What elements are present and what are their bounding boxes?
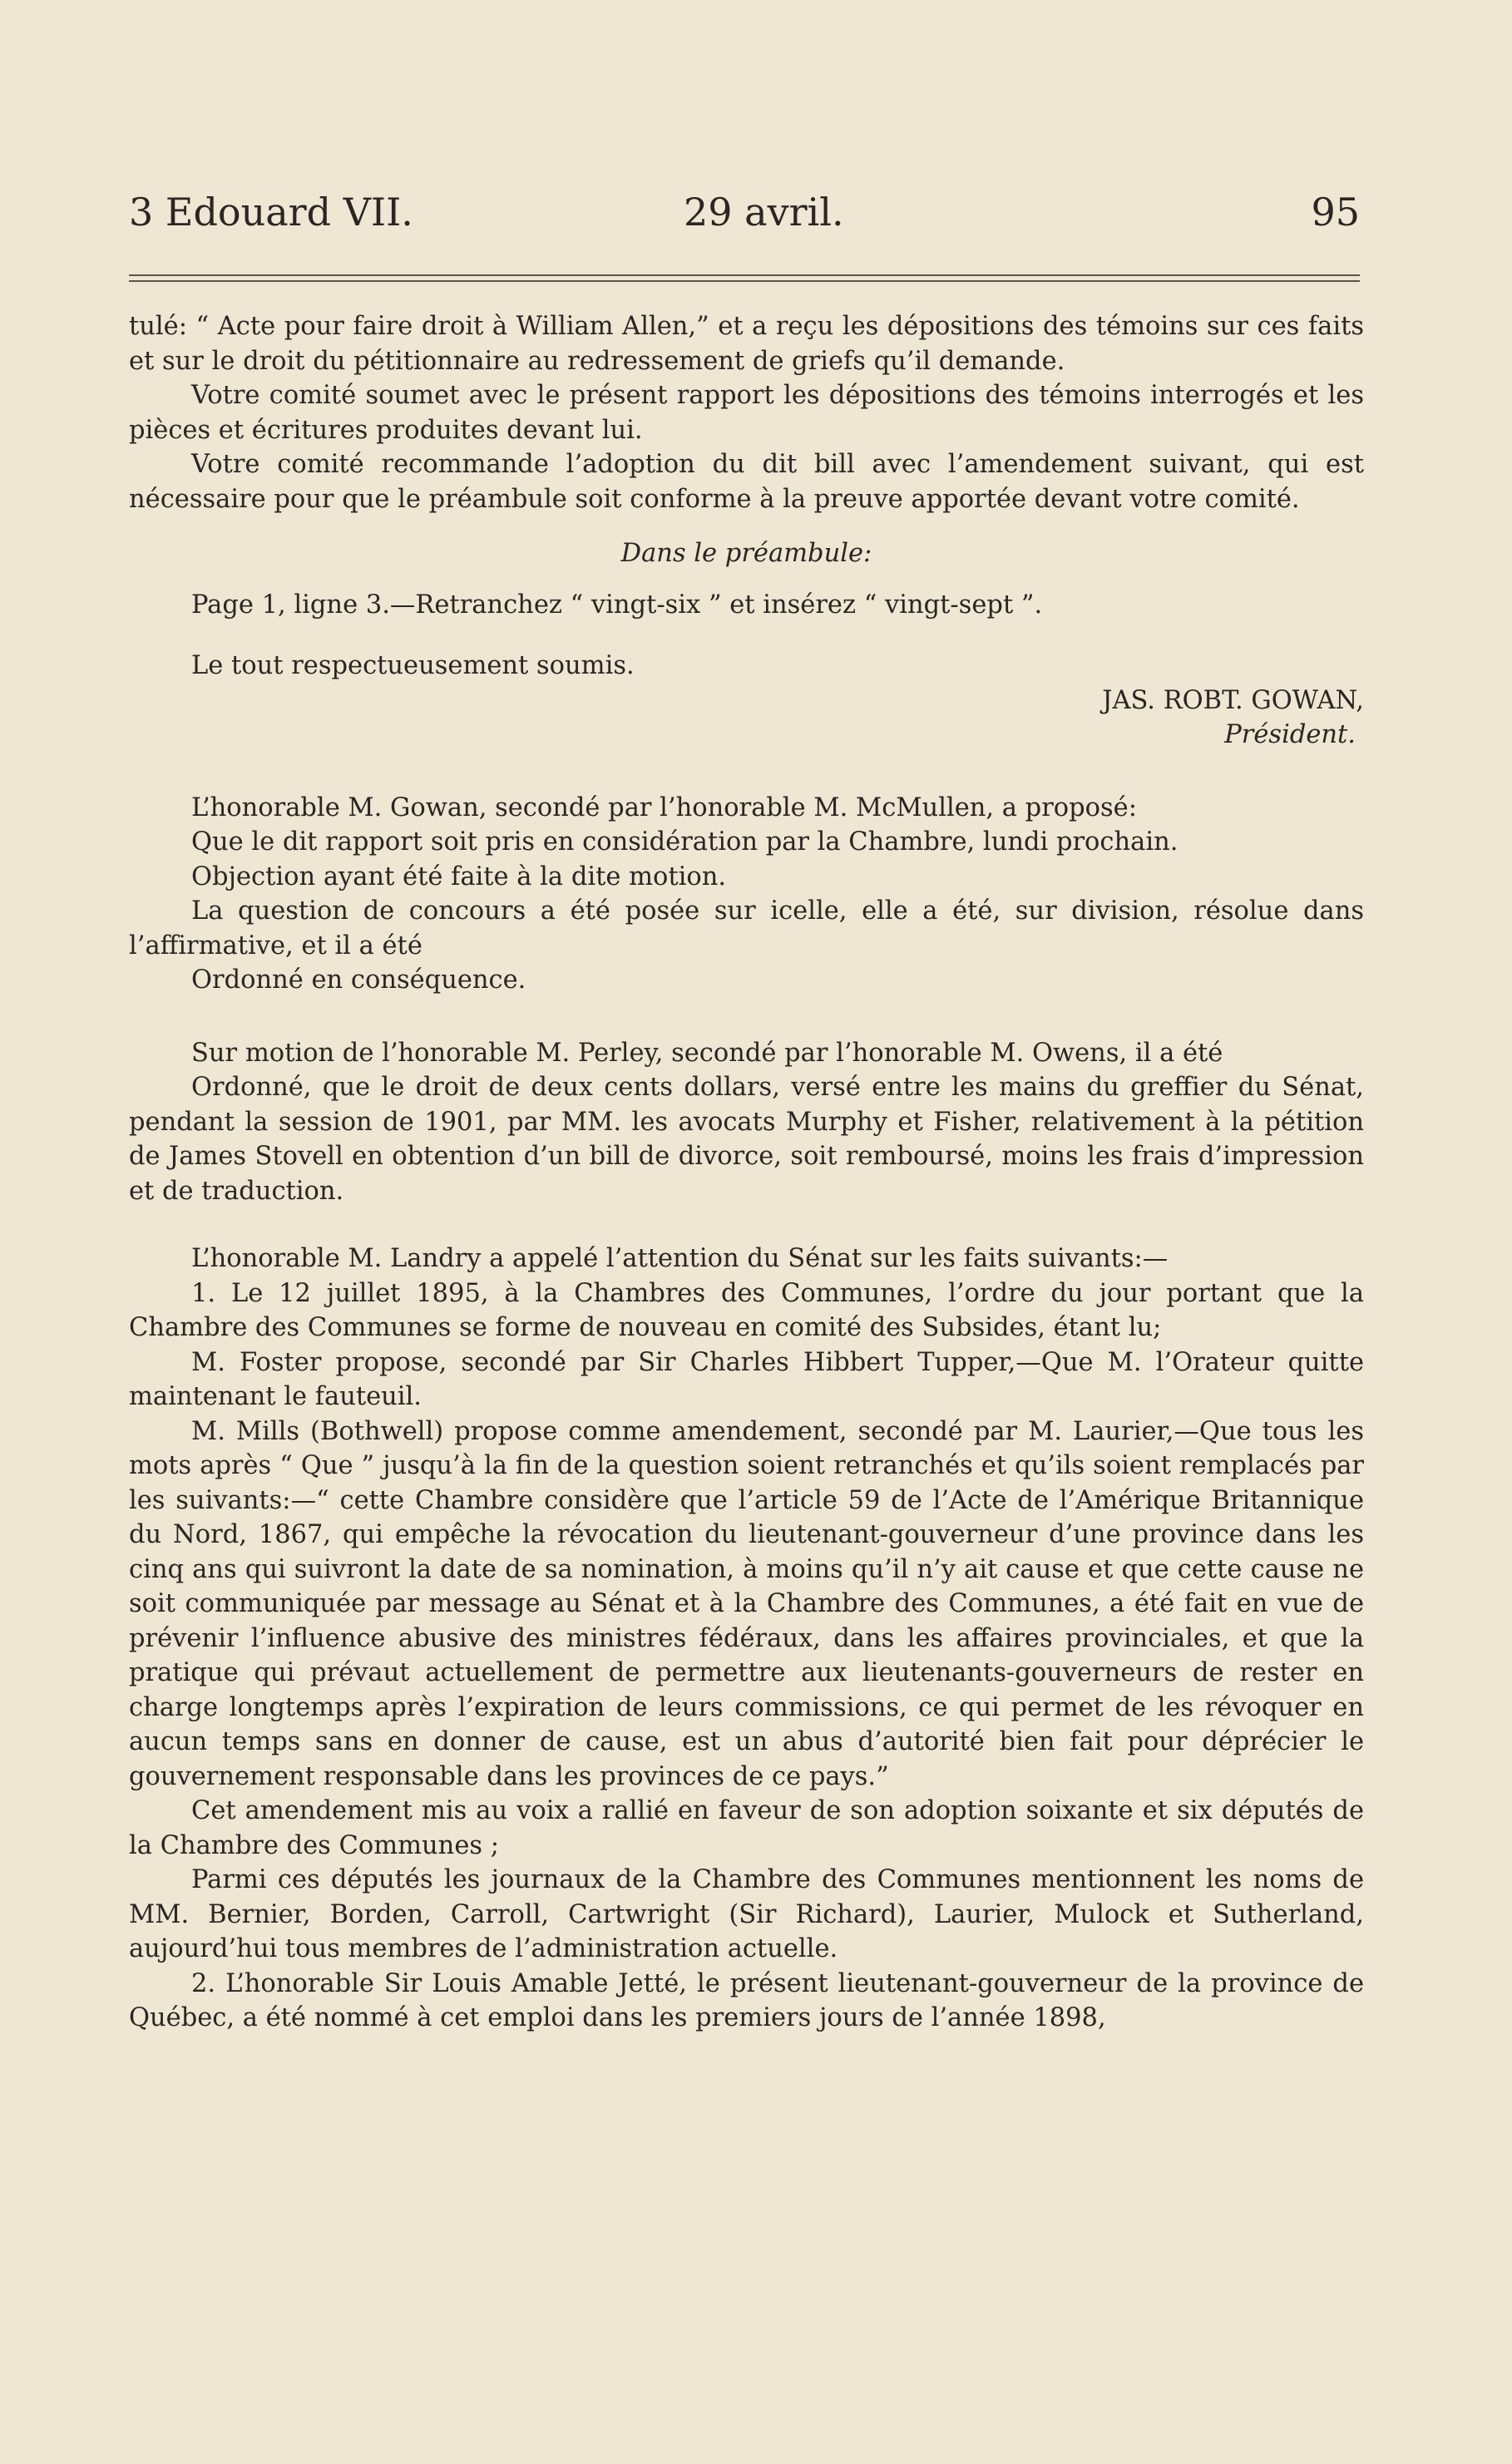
paragraph: Sur motion de l’honorable M. Perley, secondé par l’honorable M. Owens, il a été <box>191 1038 1223 1068</box>
spacer <box>129 998 1364 1036</box>
spacer <box>129 1208 1364 1242</box>
paragraph: Parmi ces députés les journaux de la Chambre des Communes mentionnent les noms de MM. Bernier, Borden, Carroll, Cartwright (Sir Richard), Laurier, Mulock et Sutherland, aujourd’hui tous membres de l’administration actuelle. <box>129 1865 1364 1963</box>
paragraph: Ordonné en conséquence. <box>191 965 526 995</box>
signature-name: JAS. ROBT. GOWAN, <box>1102 685 1364 715</box>
paragraph: Ordonné, que le droit de deux cents dollars, versé entre les mains du greffier du Sénat, pendant la session de 1901, par MM. les avocats Murphy et Fisher, relativement à la pétition de James Stovell en obtention d’un bill de divorce, soit remboursé, moins les frais d’impression et de traduction. <box>129 1073 1364 1206</box>
paragraph: Objection ayant été faite à la dite motion. <box>191 862 727 891</box>
paragraph: tulé: “ Acte pour faire droit à William Allen,” et a reçu les dépositions des témoins sur ces faits et sur le droit du pétitionnaire au redressement de griefs qu’il demande. <box>129 312 1364 376</box>
header-rule <box>129 274 1360 282</box>
header-reign: 3 Edouard VII. <box>129 190 413 235</box>
paragraph: Que le dit rapport soit pris en considération par la Chambre, lundi prochain. <box>191 827 1178 857</box>
section-heading: Dans le préambule: <box>620 539 872 568</box>
spacer <box>129 622 1364 649</box>
header-date: 29 avril. <box>684 190 844 235</box>
paragraph: M. Mills (Bothwell) propose comme amendement, secondé par M. Laurier,—Que tous les mots après “ Que ” jusqu’à la fin de la question soient retranchés et qu’ils soient remplacés par les suivants:—“ cette Chambre considère que l’article 59 de l’Acte de l’Amérique Britannique du Nord, 1867, qui empêche la révocation du lieutenant-gouverneur d’une province dans les cinq ans qui suivront la date de sa nomination, à moins qu’il n’y ait cause et que cette cause ne soit communiquée par message au Sénat et à la Chambre des Communes, a été fait en vue de prévenir l’influence abusive des ministres fédéraux, dans les affaires provinciales, et que la pratique qui prévaut actuellement de permettre aux lieutenants-gouverneurs de rester en charge longtemps après l’expiration de leurs commissions, ce qui permet de les révoquer en aucun temps sans en donner de cause, est un abus d’autorité bien fait pour déprécier le gouvernement responsable dans les provinces de ce pays.” <box>129 1416 1364 1791</box>
paragraph: Votre comité recommande l’adoption du dit bill avec l’amendement suivant, qui est nécessaire pour que le préambule soit conforme à la preuve apportée devant votre comité. <box>129 450 1364 514</box>
signature-title: Président. <box>1224 720 1356 749</box>
closing-line: Le tout respectueusement soumis. <box>191 651 635 680</box>
paragraph: Votre comité soumet avec le présent rapport les dépositions des témoins interrogés et les pièces et écritures produites devant lui. <box>129 381 1364 445</box>
spacer <box>129 753 1364 791</box>
page-body <box>129 309 1364 2036</box>
page-number: 95 <box>1311 190 1360 235</box>
paragraph: L’honorable M. Gowan, secondé par l’honorable M. McMullen, a proposé: <box>191 793 1138 822</box>
running-header <box>129 190 1360 248</box>
paragraph: 1. Le 12 juillet 1895, à la Chambres des Communes, l’ordre du jour portant que la Chambre des Communes se forme de nouveau en comité des Subsides, étant lu; <box>129 1278 1364 1342</box>
paragraph: Cet amendement mis au voix a rallié en faveur de son adoption soixante et six députés de la Chambre des Communes ; <box>129 1796 1364 1860</box>
paragraph: M. Foster propose, secondé par Sir Charles Hibbert Tupper,—Que M. l’Orateur quitte maintenant le fauteuil. <box>129 1347 1364 1411</box>
amendment-line: Page 1, ligne 3.—Retranchez “ vingt-six ” et insérez “ vingt-sept ”. <box>191 590 1043 620</box>
paragraph: La question de concours a été posée sur icelle, elle a été, sur division, résolue dans l’affirmative, et il a été <box>129 896 1364 960</box>
paragraph: 2. L’honorable Sir Louis Amable Jetté, le présent lieutenant-gouverneur de la province de Québec, a été nommé à cet emploi dans les premiers jours de l’année 1898, <box>129 1968 1364 2032</box>
paragraph: L’honorable M. Landry a appelé l’attention du Sénat sur les faits suivants:— <box>191 1244 1169 1273</box>
